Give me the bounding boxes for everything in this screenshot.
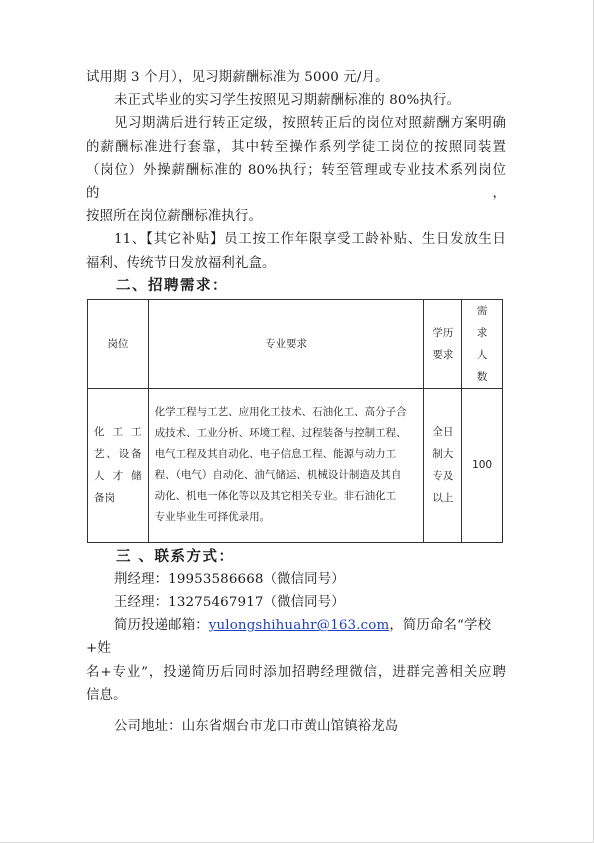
- email-line: [86, 614, 506, 660]
- header-requirements: 专业要求: [148, 299, 424, 388]
- contact-manager-wang: 王经理：13275467917（微信同号）: [114, 595, 345, 611]
- document-body: [86, 66, 506, 738]
- cell-education-line: 全日: [432, 426, 454, 439]
- cell-requirements-line: 成技术、工业分析、环境工程、过程装备与控制工程、: [154, 427, 407, 440]
- cell-requirements-line: 动化、机电一体化等以及其它相关专业。非石油化工: [154, 490, 397, 503]
- paragraph-line: 未正式毕业的实习学生按照见习期薪酬标准的 80%执行。: [114, 93, 461, 109]
- paragraph-line: 11、【其它补贴】员工按工作年限享受工龄补贴、生日发放生日: [114, 232, 506, 248]
- cell-post-line: 人才储: [94, 470, 142, 483]
- company-address: 公司地址：山东省烟台市龙口市黄山馆镇裕龙岛: [114, 719, 399, 735]
- header-count-line: 人: [476, 348, 488, 361]
- paragraph-line: 的薪酬标准进行套靠，其中转至操作系列学徒工岗位的按照同装置: [86, 139, 506, 155]
- header-count-line: 需: [476, 304, 488, 317]
- recruitment-table: [87, 299, 503, 543]
- cell-requirements: [148, 388, 424, 542]
- cell-requirements-line: 化学工程与工艺、应用化工技术、石油化工、高分子合: [154, 406, 407, 419]
- header-count-line: 数: [476, 370, 488, 383]
- cell-post-line: 备岗: [94, 492, 115, 505]
- paragraph-line: 按照所在岗位薪酬标准执行。: [86, 209, 263, 225]
- email-label: 简历投递邮箱：: [114, 618, 209, 634]
- paragraph-line: 见习期满后进行转正定级，按照转正后的岗位对照薪酬方案明确: [114, 116, 506, 132]
- header-education: [424, 299, 462, 388]
- cell-education-line: 制大: [432, 448, 454, 461]
- cell-requirements-line: 电气工程及其自动化、电子信息工程、能源与动力工: [154, 448, 397, 461]
- email-link[interactable]: yulongshihuahr@163.com: [208, 618, 390, 634]
- cell-education-line: 专及: [432, 470, 454, 483]
- section-salary: [86, 66, 506, 275]
- email-naming-rule: ，简历命名“学校+姓: [86, 618, 492, 657]
- header-education-line: 学历: [432, 326, 454, 339]
- table-row: [88, 388, 503, 542]
- section-heading-contact: 三 、联系方式：: [116, 548, 235, 565]
- header-count-line: 求: [476, 326, 488, 339]
- cell-requirements-line: 程、（电气）自动化、油气储运、机械设计制造及其自: [154, 469, 402, 482]
- paragraph-line: （岗位）外操薪酬标准的 80%执行；转至管理或专业技术系列岗位的，: [86, 162, 506, 202]
- cell-education: [424, 388, 462, 542]
- cell-post-line: 化工工: [94, 426, 142, 439]
- cell-post-line: 艺、设备: [94, 448, 142, 461]
- paragraph-line: 名+专业”，投递简历后同时添加招聘经理微信，进群完善相关应聘: [86, 664, 506, 680]
- cell-post: [88, 388, 149, 542]
- paragraph-line: 信息。: [86, 687, 127, 703]
- header-post: 岗位: [88, 299, 149, 388]
- cell-education-line: 以上: [432, 492, 454, 505]
- section-heading-recruitment: 二、招聘需求：: [116, 277, 228, 294]
- paragraph-line: 福利、传统节日发放福利礼盒。: [86, 255, 276, 271]
- header-education-line: 要求: [432, 348, 454, 361]
- paragraph-line: 试用期 3 个月），见习期薪酬标准为 5000 元/月。: [86, 70, 389, 85]
- cell-count: 100: [462, 388, 503, 542]
- table-header-row: [88, 299, 503, 388]
- contact-manager-jing: 荆经理：19953586668（微信同号）: [114, 571, 345, 587]
- cell-requirements-line: 专业毕业生可择优录用。: [154, 511, 271, 524]
- header-count: [462, 299, 503, 388]
